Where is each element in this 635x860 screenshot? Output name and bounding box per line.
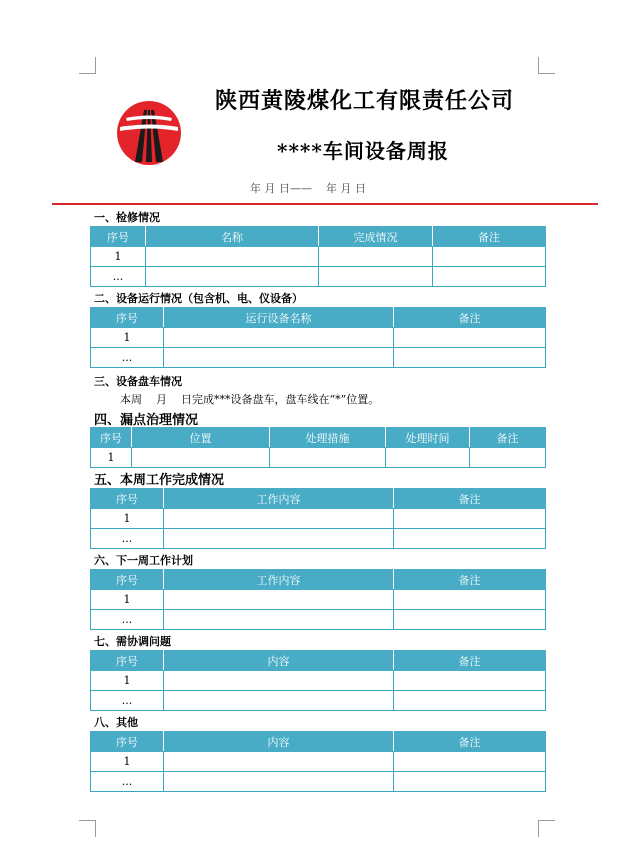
table-cell[interactable] (394, 328, 546, 348)
header-divider (52, 203, 598, 205)
table-cell[interactable]: ... (91, 772, 164, 792)
table-row (91, 448, 546, 468)
table-row (91, 590, 546, 610)
table-cell[interactable]: ... (91, 610, 164, 630)
table-cell[interactable] (164, 752, 394, 772)
leak-treatment-table (90, 427, 546, 468)
column-header: 完成情况 (319, 227, 433, 247)
coordination-issues-table (90, 650, 546, 711)
column-header: 序号 (91, 489, 164, 509)
maintenance-table (90, 226, 546, 287)
section-title-coordination-issues: 七、需协调问题 (94, 635, 171, 648)
table-cell[interactable] (394, 772, 546, 792)
table-cell[interactable]: 1 (91, 509, 164, 529)
table-cell[interactable]: 1 (91, 590, 164, 610)
table-cell[interactable] (132, 448, 270, 468)
table-row (91, 772, 546, 792)
table-row (91, 529, 546, 549)
section-title-maintenance: 一、检修情况 (94, 211, 160, 224)
table-row (91, 671, 546, 691)
table-cell[interactable]: 1 (91, 448, 132, 468)
table-cell[interactable]: ... (91, 348, 164, 368)
column-header: 备注 (394, 308, 546, 328)
table-cell[interactable] (433, 247, 546, 267)
table-cell[interactable] (164, 348, 394, 368)
column-header: 备注 (394, 651, 546, 671)
company-name: 陕西黄陵煤化工有限责任公司 (215, 88, 515, 114)
table-cell[interactable] (394, 671, 546, 691)
table-cell[interactable] (394, 529, 546, 549)
table-cell[interactable] (394, 610, 546, 630)
column-header: 备注 (394, 732, 546, 752)
table-cell[interactable] (164, 610, 394, 630)
table-cell[interactable] (386, 448, 470, 468)
column-header: 工作内容 (164, 489, 394, 509)
table-cell[interactable] (164, 529, 394, 549)
next-week-plan-table (90, 569, 546, 630)
table-cell[interactable] (433, 267, 546, 287)
column-header: 内容 (164, 651, 394, 671)
column-header: 序号 (91, 308, 164, 328)
table-cell[interactable] (319, 247, 433, 267)
table-row (91, 691, 546, 711)
table-cell[interactable] (146, 267, 319, 287)
column-header: 备注 (470, 428, 546, 448)
table-cell[interactable] (164, 691, 394, 711)
section-title-equipment-operation: 二、设备运行情况（包含机、电、仪设备） (94, 292, 303, 305)
column-header: 名称 (146, 227, 319, 247)
section-title-turning: 三、设备盘车情况 (94, 375, 182, 388)
table-cell[interactable]: 1 (91, 752, 164, 772)
section-title-work-completed: 五、本周工作完成情况 (94, 473, 225, 488)
table-cell[interactable] (394, 752, 546, 772)
column-header: 位置 (132, 428, 270, 448)
turning-note: 本周 月 日完成***设备盘车，盘车线在“*”位置。 (120, 393, 380, 406)
table-cell[interactable] (470, 448, 546, 468)
page-corner-mark (538, 820, 555, 837)
page-corner-mark (79, 57, 96, 74)
table-row (91, 509, 546, 529)
other-table (90, 731, 546, 792)
work-completed-table (90, 488, 546, 549)
table-cell[interactable] (164, 772, 394, 792)
table-cell[interactable]: 1 (91, 247, 146, 267)
table-cell[interactable]: 1 (91, 328, 164, 348)
table-cell[interactable] (164, 590, 394, 610)
column-header: 序号 (91, 570, 164, 590)
table-cell[interactable]: ... (91, 529, 164, 549)
table-row (91, 348, 546, 368)
section-title-leak-treatment: 四、漏点治理情况 (94, 413, 199, 428)
column-header: 内容 (164, 732, 394, 752)
section-title-next-week-plan: 六、下一周工作计划 (94, 554, 193, 567)
table-cell[interactable]: 1 (91, 671, 164, 691)
column-header: 备注 (394, 570, 546, 590)
table-row (91, 328, 546, 348)
table-cell[interactable] (164, 328, 394, 348)
table-cell[interactable] (394, 509, 546, 529)
table-row (91, 610, 546, 630)
column-header: 序号 (91, 732, 164, 752)
report-title: ****车间设备周报 (277, 139, 449, 163)
table-cell[interactable]: ... (91, 691, 164, 711)
date-range: 年 月 日—— 年 月 日 (250, 182, 366, 195)
column-header: 序号 (91, 651, 164, 671)
column-header: 处理时间 (386, 428, 470, 448)
table-row (91, 267, 546, 287)
table-cell[interactable]: ... (91, 267, 146, 287)
table-row (91, 247, 546, 267)
table-cell[interactable] (394, 590, 546, 610)
page-corner-mark (538, 57, 555, 74)
page-corner-mark (79, 820, 96, 837)
table-cell[interactable] (164, 671, 394, 691)
equipment-operation-table (90, 307, 546, 368)
table-row (91, 752, 546, 772)
column-header: 工作内容 (164, 570, 394, 590)
column-header: 序号 (91, 428, 132, 448)
column-header: 备注 (433, 227, 546, 247)
column-header: 运行设备名称 (164, 308, 394, 328)
table-cell[interactable] (164, 509, 394, 529)
column-header: 备注 (394, 489, 546, 509)
section-title-other: 八、其他 (94, 716, 138, 729)
table-cell[interactable] (319, 267, 433, 287)
table-cell[interactable] (394, 691, 546, 711)
table-cell[interactable] (146, 247, 319, 267)
column-header: 处理措施 (270, 428, 386, 448)
column-header: 序号 (91, 227, 146, 247)
table-cell[interactable] (394, 348, 546, 368)
company-logo (116, 100, 182, 166)
table-cell[interactable] (270, 448, 386, 468)
